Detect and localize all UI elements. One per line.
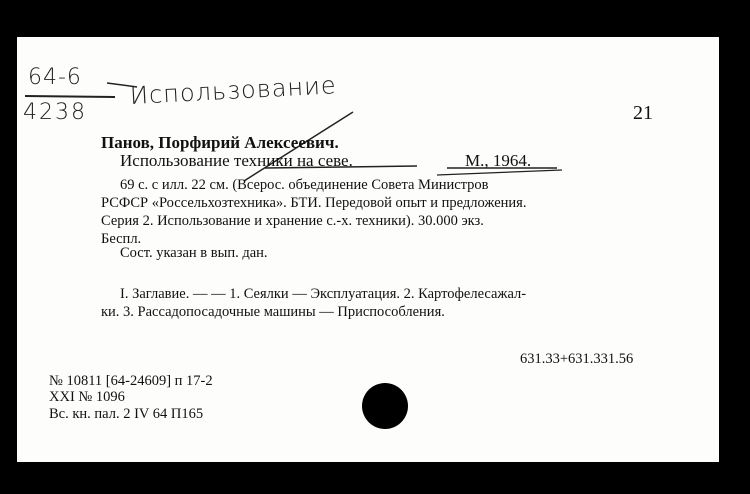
catalog-card <box>17 37 719 462</box>
compiler-note: Сост. указан в вып. дан. <box>120 245 268 261</box>
handwritten-note: Использование <box>129 71 338 110</box>
card-number: 21 <box>633 102 653 124</box>
subjects-line: I. Заглавие. — — 1. Сеялки — Эксплуатация. 2. Картофелесажал- <box>120 286 527 302</box>
footer-line: № 10811 [64-24609] п 17-2 <box>49 373 213 389</box>
classification: 631.33+631.331.56 <box>520 351 634 367</box>
footer-line: Вс. кн. пал. 2 IV 64 П165 <box>49 406 204 422</box>
subjects-line: ки. 3. Рассадопосадочные машины — Приспособления. <box>101 304 445 320</box>
title-line: Использование техники на севе. <box>120 151 353 170</box>
punch-hole <box>362 383 408 429</box>
description-line: Беспл. <box>101 231 142 247</box>
handwritten-code-top: 64-6 <box>28 65 82 90</box>
footer-line: XXI № 1096 <box>49 389 125 405</box>
description-line: 69 с. с илл. 22 см. (Всерос. объединение Совета Министров <box>120 177 489 193</box>
handwritten-code-bottom: 4238 <box>23 100 87 125</box>
author: Панов, Порфирий Алексеевич. <box>101 133 339 152</box>
description-line: Серия 2. Использование и хранение с.-х. техники). 30.000 экз. <box>101 213 484 229</box>
imprint: М., 1964. <box>465 151 532 170</box>
description-line: РСФСР «Россельхозтехника». БТИ. Передовой опыт и предложения. <box>101 195 527 211</box>
